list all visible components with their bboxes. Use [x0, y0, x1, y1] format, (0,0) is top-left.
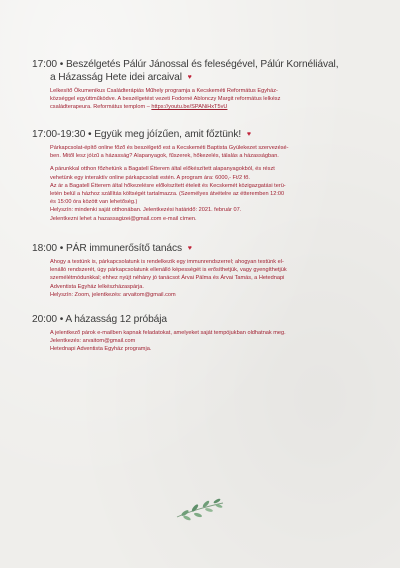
event-1-time: 17:00: [32, 59, 57, 70]
event-1-description: [32, 87, 372, 112]
desc-line: Hetednapi Adventista Egyház programja.: [50, 346, 152, 353]
desc-line: A párunkkal otthon főzhetünk a Bagatell Étterem által előkészített alapanyagokból, és részt: [50, 166, 275, 173]
desc-line: Helyszín: mindenki saját otthonában. Jelentkezési határidő: 2021. február 07.: [50, 207, 242, 214]
event-3-description: [32, 258, 372, 299]
desc-line: Jelentkezni lehet a hazassagizei@gmail.com e-mail címen.: [50, 215, 197, 222]
desc-line: vehetünk egy interaktív online párkapcsolati estén. A program ára: 6000,- Ft/2 fő.: [50, 174, 250, 181]
event-3: [32, 242, 372, 299]
desc-line: községgel együttműködve. A beszélgetést vezeti Fodorné Ablonczy Margit református lelkész: [50, 96, 281, 103]
desc-line-text: családterapeura. Református templom –: [50, 104, 152, 111]
bullet: •: [59, 243, 64, 254]
heart-icon: ♥: [187, 245, 192, 252]
event-4-time: 20:00: [32, 314, 57, 325]
desc-line: Az ár a Bagatell Étterem által hőkezelésre előkészített ételeit és Kecskemét közigazgatási terü-: [50, 182, 286, 189]
event-2-title-text: Együk meg jóízűen, amit főztünk!: [94, 129, 242, 140]
event-1-title: [32, 58, 372, 84]
desc-line: személétmódunkkal; ehhez nyújt néhány jó tanácsot Árvai Pálma és Árvai Tamás, a Hetednapi: [50, 275, 285, 282]
desc-line: és 15:00 óra között van lehetőség.): [50, 199, 138, 206]
event-3-time: 18:00: [32, 243, 57, 254]
event-1: [32, 58, 372, 112]
bullet: •: [88, 129, 92, 140]
youtube-link[interactable]: https://youtu.be/SPANiHxT5vU: [151, 104, 228, 111]
event-3-title-text: PÁR immunerősítő tanács: [65, 243, 182, 254]
desc-line: [50, 103, 372, 111]
event-1-title-line2: a Házasság Hete idei arcaival: [50, 72, 182, 83]
desc-line: lenálló rendszerét, úgy párkapcsolatunk ellenálló képességét is erősíthetjük, vagy gyengíthetjük: [50, 267, 287, 274]
heart-icon: ♥: [187, 74, 192, 81]
event-4-title-text: A házasság 12 próbája: [65, 314, 167, 325]
event-2-description: [32, 144, 372, 223]
desc-line: Párkapcsolat-építő online főző és beszélgető est a Kecskeméti Baptista Gyülekezet szervezésé-: [50, 145, 289, 151]
desc-line: Lelkesítő Ökumenikus Családterápiás Műhely programja a Kecskeméti Református Egyház-: [50, 88, 278, 94]
event-3-title: [32, 242, 372, 255]
event-2-title: [32, 128, 372, 141]
bullet: •: [59, 59, 64, 70]
leaf-branch-icon: [173, 495, 229, 525]
event-4: [32, 313, 372, 354]
desc-line: Jelentkezés: arvaitom@gmail.com: [50, 338, 136, 345]
desc-line: Helyszín: Zoom, jelentkezés: arvaitom@gmail.com: [50, 291, 176, 298]
event-2-time: 17:00-19:30: [32, 129, 86, 140]
event-4-description: [32, 329, 372, 354]
event-1-title-line1: Beszélgetés Pálúr Jánossal és feleségével, Pálúr Kornéliával,: [65, 59, 339, 70]
bullet: •: [59, 314, 64, 325]
heart-icon: ♥: [246, 131, 251, 138]
desc-line: ben. Mitől lesz jóízű a házasság? Alapanyagok, fűszerek, hőkezelés, tálalás a házasságban.: [50, 153, 279, 160]
desc-line: letén belül a házhoz szállítás költségét tartalmazza. (Személyes átvételre az étteremben 12:00: [50, 191, 285, 198]
event-4-title: [32, 313, 372, 326]
event-2: [32, 128, 372, 223]
desc-line: Adventista Egyház lelkészházaspárja.: [50, 283, 144, 290]
desc-line: A jelentkező párok e-mailben kapnak feladatokat, amelyeket saját tempójukban oldhatnak meg.: [50, 330, 286, 336]
desc-line: Ahogy a testünk is, párkapcsolatunk is rendelkezik egy immunrendszerrel; ahogyan testünk el-: [50, 259, 284, 265]
